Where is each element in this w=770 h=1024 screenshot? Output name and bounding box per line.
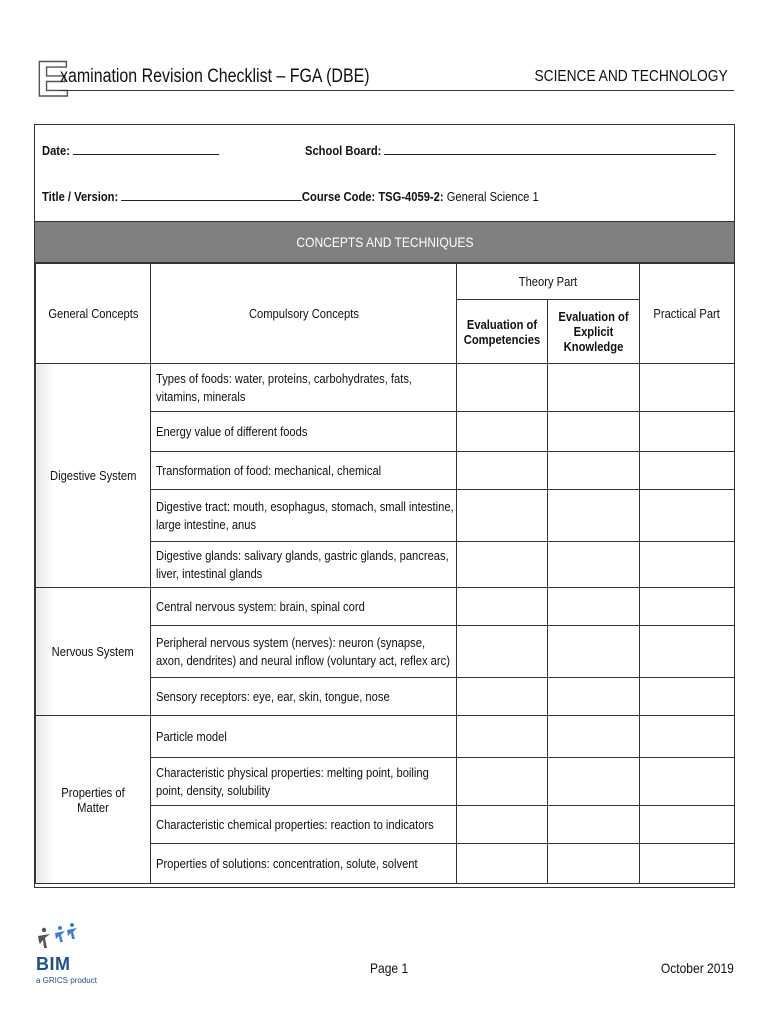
competencies-check-cell[interactable] (457, 452, 548, 490)
practical-check-cell[interactable] (640, 412, 735, 452)
document-title: xamination Revision Checklist – FGA (DBE) (60, 66, 370, 87)
competencies-check-cell[interactable] (457, 490, 548, 542)
checklist-table (35, 263, 735, 884)
theory-part-header: Theory Part (457, 264, 640, 300)
compulsory-concepts-header: Compulsory Concepts (151, 264, 457, 364)
competencies-check-cell[interactable] (457, 806, 548, 844)
concept-cell: Particle model (151, 716, 457, 758)
competencies-check-cell[interactable] (457, 588, 548, 626)
concept-cell: Sensory receptors: eye, ear, skin, tongue, nose (151, 678, 457, 716)
knowledge-check-cell[interactable] (548, 758, 640, 806)
concept-cell: Energy value of different foods (151, 412, 457, 452)
knowledge-check-cell[interactable] (548, 588, 640, 626)
practical-check-cell[interactable] (640, 364, 735, 412)
knowledge-check-cell[interactable] (548, 542, 640, 588)
concept-cell: Properties of solutions: concentration, solute, solvent (151, 844, 457, 884)
practical-check-cell[interactable] (640, 452, 735, 490)
competencies-check-cell[interactable] (457, 626, 548, 678)
practical-part-header: Practical Part (640, 264, 735, 364)
practical-check-cell[interactable] (640, 588, 735, 626)
school-board-blank[interactable] (385, 143, 717, 155)
logo-tagline: a GRICS product (36, 976, 97, 985)
knowledge-check-cell[interactable] (548, 626, 640, 678)
concept-cell: Digestive glands: salivary glands, gastric glands, pancreas, liver, intestinal glands (151, 542, 457, 588)
knowledge-check-cell[interactable] (548, 452, 640, 490)
general-concepts-header: General Concepts (36, 264, 151, 364)
concept-cell: Characteristic chemical properties: reaction to indicators (151, 806, 457, 844)
group-properties-of-matter: Properties of Matter (36, 716, 151, 884)
school-board-label: School Board: (305, 143, 382, 158)
school-board-field[interactable] (305, 143, 716, 158)
concept-cell: Types of foods: water, proteins, carbohydrates, fats, vitamins, minerals (151, 364, 457, 412)
course-code-value: TSG-4059-2: (378, 189, 444, 204)
competencies-header: Evaluation of Competencies (457, 300, 548, 364)
knowledge-check-cell[interactable] (548, 412, 640, 452)
footer-date: October 2019 (661, 960, 734, 976)
knowledge-check-cell[interactable] (548, 678, 640, 716)
practical-check-cell[interactable] (640, 716, 735, 758)
subject-label: SCIENCE AND TECHNOLOGY (534, 68, 728, 85)
page-number: Page 1 (370, 960, 409, 976)
practical-check-cell[interactable] (640, 844, 735, 884)
knowledge-check-cell[interactable] (548, 844, 640, 884)
competencies-check-cell[interactable] (457, 364, 548, 412)
knowledge-check-cell[interactable] (548, 364, 640, 412)
competencies-check-cell[interactable] (457, 542, 548, 588)
group-nervous-system: Nervous System (36, 588, 151, 716)
title-version-label: Title / Version: (42, 189, 119, 204)
course-name: General Science 1 (446, 189, 539, 204)
practical-check-cell[interactable] (640, 806, 735, 844)
logo-wordmark: BIM (36, 954, 71, 974)
practical-check-cell[interactable] (640, 626, 735, 678)
competencies-check-cell[interactable] (457, 678, 548, 716)
course-code-label: Course Code: (301, 189, 376, 204)
table-row (36, 588, 735, 626)
group-digestive-system: Digestive System (36, 364, 151, 588)
knowledge-check-cell[interactable] (548, 806, 640, 844)
date-field[interactable] (42, 143, 219, 158)
concept-cell: Central nervous system: brain, spinal cord (151, 588, 457, 626)
knowledge-check-cell[interactable] (548, 716, 640, 758)
title-underline (60, 90, 734, 91)
section-header (35, 221, 734, 263)
title-version-field[interactable] (42, 189, 539, 204)
date-blank[interactable] (73, 143, 219, 155)
knowledge-header: Evaluation of Explicit Knowledge (548, 300, 640, 364)
practical-check-cell[interactable] (640, 490, 735, 542)
table-row (36, 364, 735, 412)
title-version-blank[interactable] (121, 189, 302, 201)
header-row-1 (36, 264, 735, 300)
practical-check-cell[interactable] (640, 542, 735, 588)
concept-cell: Digestive tract: mouth, esophagus, stomach, small intestine, large intestine, anus (151, 490, 457, 542)
date-label: Date: (42, 143, 70, 158)
concept-cell: Characteristic physical properties: melting point, boiling point, density, solubility (151, 758, 457, 806)
competencies-check-cell[interactable] (457, 412, 548, 452)
competencies-check-cell[interactable] (457, 758, 548, 806)
competencies-check-cell[interactable] (457, 716, 548, 758)
table-row (36, 716, 735, 758)
knowledge-check-cell[interactable] (548, 490, 640, 542)
practical-check-cell[interactable] (640, 678, 735, 716)
concept-cell: Transformation of food: mechanical, chemical (151, 452, 457, 490)
title-initial-letter: E (36, 51, 70, 107)
section-title: CONCEPTS AND TECHNIQUES (295, 234, 474, 250)
practical-check-cell[interactable] (640, 758, 735, 806)
competencies-check-cell[interactable] (457, 844, 548, 884)
concept-cell: Peripheral nervous system (nerves): neuron (synapse, axon, dendrites) and neural inflow (voluntary act, reflex arc) (151, 626, 457, 678)
document-title-bar (36, 51, 734, 107)
